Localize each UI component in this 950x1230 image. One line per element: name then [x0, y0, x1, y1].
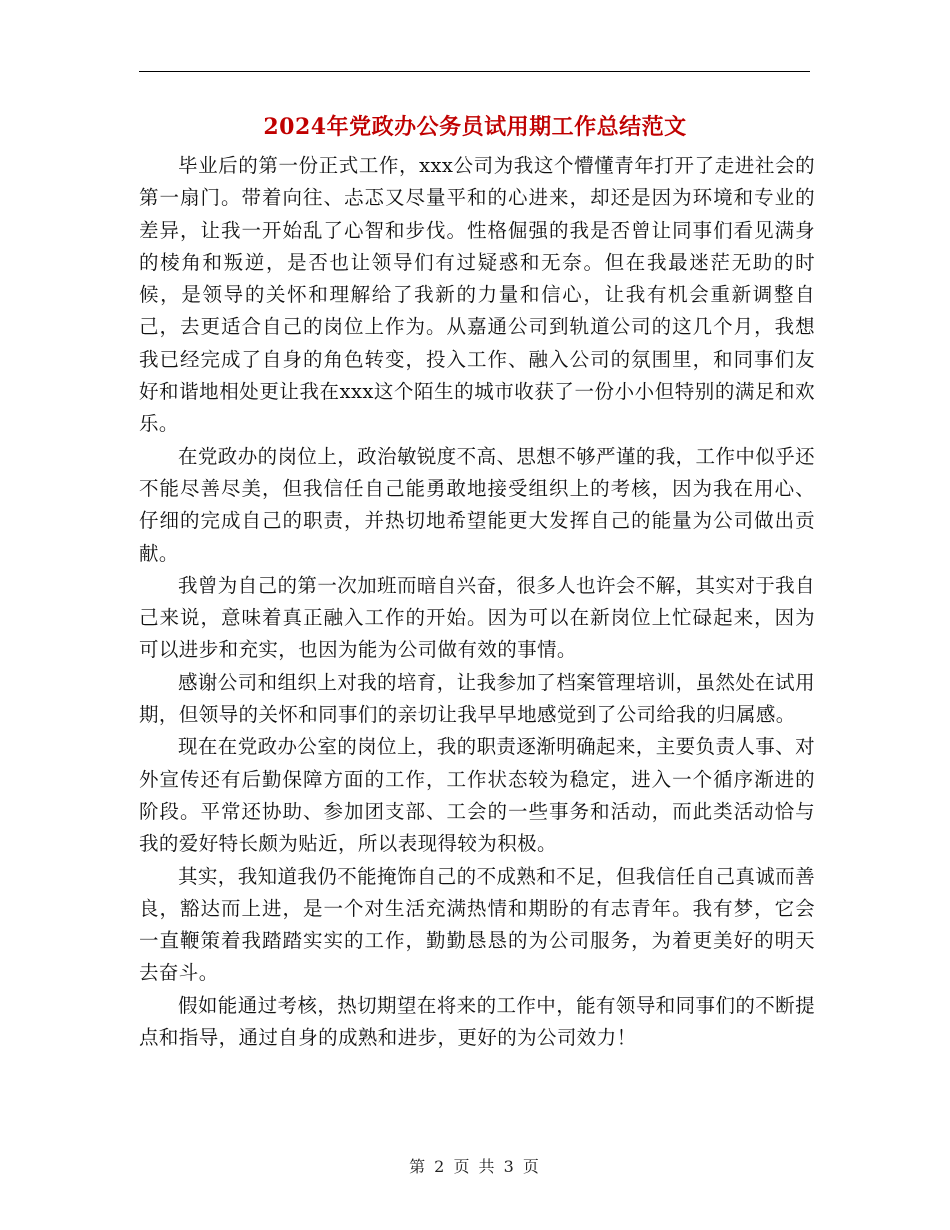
paragraph-7: 假如能通过考核，热切期望在将来的工作中，能有领导和同事们的不断提点和指导，通过自身的成熟和进步，更好的为公司效力！	[139, 993, 815, 1050]
paragraph-4: 感谢公司和组织上对我的培育，让我参加了档案管理培训，虽然处在试用期，但领导的关怀和同事们的亲切让我早早地感觉到了公司给我的归属感。	[139, 670, 815, 727]
paragraph-6: 其实，我知道我仍不能掩饰自己的不成熟和不足，但我信任自己真诚而善良，豁达而上进，是一个对生活充满热情和期盼的有志青年。我有梦，它会一直鞭策着我踏踏实实的工作，勤勤恳恳的为公司服务，为着更美好的明天去奋斗。	[139, 864, 815, 985]
header-rule	[139, 71, 810, 72]
document-body	[139, 150, 815, 1054]
document-title: 2024年党政办公务员试用期工作总结范文	[263, 114, 687, 140]
paragraph-1: 毕业后的第一份正式工作，xxx公司为我这个懵懂青年打开了走进社会的第一扇门。带着向往、忐忑又尽量平和的心进来，却还是因为环境和专业的差异，让我一开始乱了心智和步伐。性格倔强的我是否曾让同事们看见满身的棱角和叛逆，是否也让领导们有过疑惑和无奈。但在我最迷茫无助的时候，是领导的关怀和理解给了我新的力量和信心，让我有机会重新调整自己，去更适合自己的岗位上作为。从嘉通公司到轨道公司的这几个月，我想我已经完成了自身的角色转变，投入工作、融入公司的氛围里，和同事们友好和谐地相处更让我在xxx这个陌生的城市收获了一份小小但特别的满足和欢乐。	[139, 154, 815, 436]
paragraph-2: 在党政办的岗位上，政治敏锐度不高、思想不够严谨的我，工作中似乎还不能尽善尽美，但我信任自己能勇敢地接受组织上的考核，因为我在用心、仔细的完成自己的职责，并热切地希望能更大发挥自己的能量为公司做出贡献。	[139, 444, 815, 565]
paragraph-3: 我曾为自己的第一次加班而暗自兴奋，很多人也许会不解，其实对于我自己来说，意味着真正融入工作的开始。因为可以在新岗位上忙碌起来，因为可以进步和充实，也因为能为公司做有效的事情。	[139, 573, 815, 662]
page-number: 第 2 页 共 3 页	[409, 1157, 541, 1176]
paragraph-5: 现在在党政办公室的岗位上，我的职责逐渐明确起来，主要负责人事、对外宣传还有后勤保障方面的工作，工作状态较为稳定，进入一个循序渐进的阶段。平常还协助、参加团支部、工会的一些事务和活动，而此类活动恰与我的爱好特长颇为贴近，所以表现得较为积极。	[139, 735, 815, 856]
